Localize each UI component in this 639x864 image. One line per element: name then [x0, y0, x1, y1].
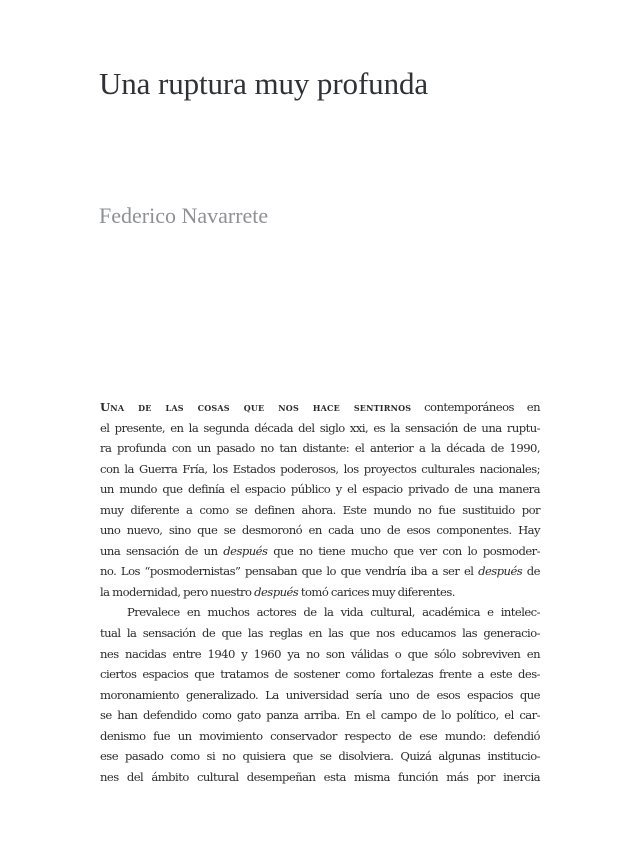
text-line: un mundo que definía el espacio público y el espacio privado de una manera [100, 482, 540, 497]
text-line: el presente, en la segunda década del siglo xxi, es la sensación de una ruptu- [100, 420, 540, 435]
text-line: muy diferente a como se definen ahora. Este mundo no fue sustituido por [100, 502, 540, 517]
text-line: ra profunda con un pasado no tan distante: el anterior a la década de 1990, [100, 441, 540, 456]
paragraph-1 [100, 397, 540, 602]
text-line: denismo fue un movimiento conservador respecto de ese mundo: defendió [100, 728, 540, 743]
text-line: moronamiento generalizado. La universidad sería uno de esos espacios que [100, 687, 540, 702]
text-span: tomó carices muy diferentes. [298, 584, 455, 599]
text-line [100, 561, 540, 582]
chapter-title: Una ruptura muy profunda [99, 66, 429, 101]
lead-in-small-caps: Una de las cosas que nos hace sentirnos [100, 400, 412, 414]
text-line: ese pasado como si no quisiera que se disolviera. Quizá algunas institucio- [100, 749, 540, 764]
text-line: nes nacidas entre 1940 y 1960 ya no son válidas o que sólo sobreviven en [100, 646, 540, 661]
italic-text: después [478, 564, 523, 579]
text-line [100, 582, 540, 603]
author-name: Federico Navarrete [99, 203, 269, 228]
text-span: contemporáneos en [411, 400, 540, 414]
text-line [100, 397, 540, 418]
text-line [100, 541, 540, 562]
text-line: nes del ámbito cultural desempeñan esta misma función más por inercia [100, 769, 540, 784]
body-text [100, 397, 540, 787]
paragraph-2 [100, 602, 540, 787]
text-span: que no tiene mucho que ver con lo posmoder- [267, 543, 540, 558]
text-span: la modernidad, pero nuestro [100, 584, 255, 599]
text-line: tual la sensación de que las reglas en las que nos educamos las generacio- [100, 626, 540, 641]
text-line: se han defendido como gato panza arriba. En el campo de lo político, el car- [100, 708, 540, 723]
text-line: uno nuevo, sino que se desmoronó en cada uno de esos componentes. Hay [100, 523, 540, 538]
italic-text: después [254, 584, 299, 599]
text-span: de [522, 564, 540, 579]
text-span: no. Los “posmodernistas” pensaban que lo que vendría iba a ser el [100, 564, 479, 579]
italic-text: después [223, 543, 268, 558]
text-span: una sensación de un [100, 543, 224, 558]
text-line: Prevalece en muchos actores de la vida cultural, académica e intelec- [127, 605, 540, 620]
text-line: ciertos espacios que tratamos de sostener como fortalezas frente a este des- [100, 667, 540, 682]
text-line: con la Guerra Fría, los Estados poderosos, los proyectos culturales nacionales; [100, 461, 540, 476]
